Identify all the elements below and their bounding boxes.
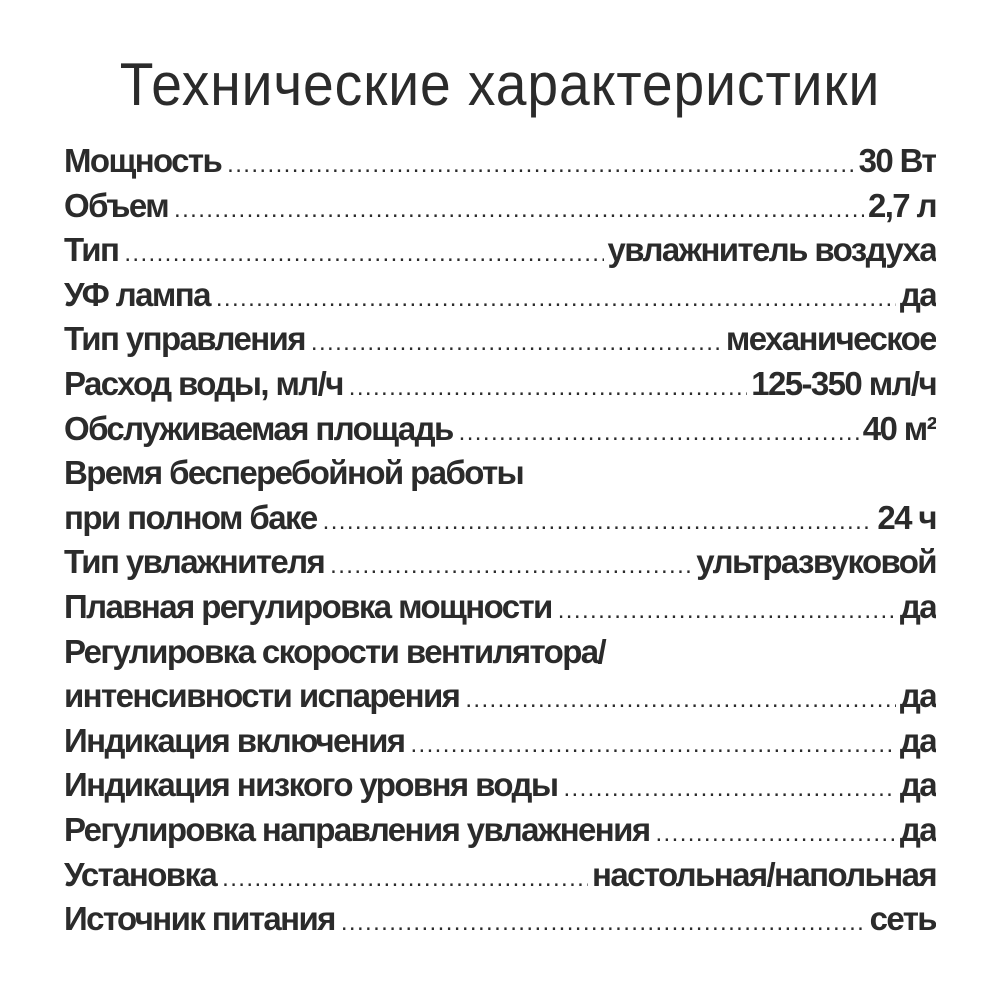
spec-label: Индикация включения xyxy=(64,721,405,759)
dot-leader xyxy=(349,366,747,407)
spec-row-area xyxy=(64,407,936,452)
spec-value: увлажнитель воздуха xyxy=(607,231,936,269)
spec-row-water-consumption xyxy=(64,362,936,407)
spec-value: сеть xyxy=(869,900,936,938)
spec-label: Объем xyxy=(64,186,169,224)
spec-label: Плавная регулировка мощности xyxy=(64,587,552,625)
spec-label: при полном баке xyxy=(64,498,317,536)
spec-row-smooth-power xyxy=(64,585,936,630)
spec-label: интенсивности испарения xyxy=(64,677,460,715)
spec-label: Тип увлажнителя xyxy=(64,543,325,581)
spec-row-power-source xyxy=(64,897,936,942)
spec-label: Регулировка скорости вентилятора/ xyxy=(64,632,606,670)
spec-label: УФ лампа xyxy=(64,275,210,313)
spec-label: Установка xyxy=(64,855,217,893)
dot-leader xyxy=(330,544,692,585)
spec-label: Тип xyxy=(64,231,119,269)
dot-leader xyxy=(341,901,866,942)
spec-value: да xyxy=(899,766,936,804)
spec-label: Расход воды, мл/ч xyxy=(64,364,343,402)
spec-value: да xyxy=(899,810,936,848)
dot-leader xyxy=(311,321,722,362)
dot-leader xyxy=(563,767,895,808)
spec-label: Обслуживаемая площадь xyxy=(64,409,453,447)
dot-leader xyxy=(227,143,854,184)
spec-row-runtime xyxy=(64,496,936,541)
spec-label: Источник питания xyxy=(64,900,335,938)
spec-row-power-indicator xyxy=(64,719,936,764)
spec-label: Тип управления xyxy=(64,320,305,358)
dot-leader xyxy=(655,812,895,853)
dot-leader xyxy=(323,500,874,541)
spec-row-fan-speed-heading xyxy=(64,630,936,675)
spec-value: 2,7 л xyxy=(867,186,936,224)
spec-value: 24 ч xyxy=(877,498,936,536)
spec-label: Индикация низкого уровня воды xyxy=(64,766,558,804)
page-title: Технические характеристики xyxy=(119,51,881,118)
spec-row-humidifier-type xyxy=(64,540,936,585)
spec-value: механическое xyxy=(725,320,936,358)
spec-row-control-type xyxy=(64,317,936,362)
spec-label: Время бесперебойной работы xyxy=(64,454,524,492)
spec-list xyxy=(64,139,936,942)
spec-value: да xyxy=(899,587,936,625)
spec-label: Регулировка направления увлажнения xyxy=(64,810,650,848)
spec-value: 40 м² xyxy=(862,409,936,447)
dot-leader xyxy=(558,589,896,630)
spec-row-fan-speed xyxy=(64,674,936,719)
spec-value: ультразвуковой xyxy=(696,543,936,581)
spec-row-installation xyxy=(64,853,936,898)
spec-row-uv-lamp xyxy=(64,273,936,318)
dot-leader xyxy=(222,857,588,898)
spec-value: да xyxy=(899,721,936,759)
dot-leader xyxy=(124,232,603,273)
spec-value: настольная/напольная xyxy=(591,855,936,893)
spec-row-type xyxy=(64,228,936,273)
spec-row-low-water-indicator xyxy=(64,763,936,808)
spec-label: Мощность xyxy=(64,142,222,179)
dot-leader xyxy=(459,411,859,452)
spec-value: 125-350 мл/ч xyxy=(751,364,936,402)
dot-leader xyxy=(465,678,896,719)
spec-row-runtime-heading xyxy=(64,451,936,496)
dot-leader xyxy=(410,723,895,764)
spec-row-volume xyxy=(64,184,936,229)
dot-leader xyxy=(174,188,864,229)
spec-row-power xyxy=(64,139,936,184)
spec-row-direction-control xyxy=(64,808,936,853)
spec-value: 30 Вт xyxy=(858,142,936,179)
spec-value: да xyxy=(899,677,936,715)
spec-value: да xyxy=(899,275,936,313)
dot-leader xyxy=(216,277,896,318)
